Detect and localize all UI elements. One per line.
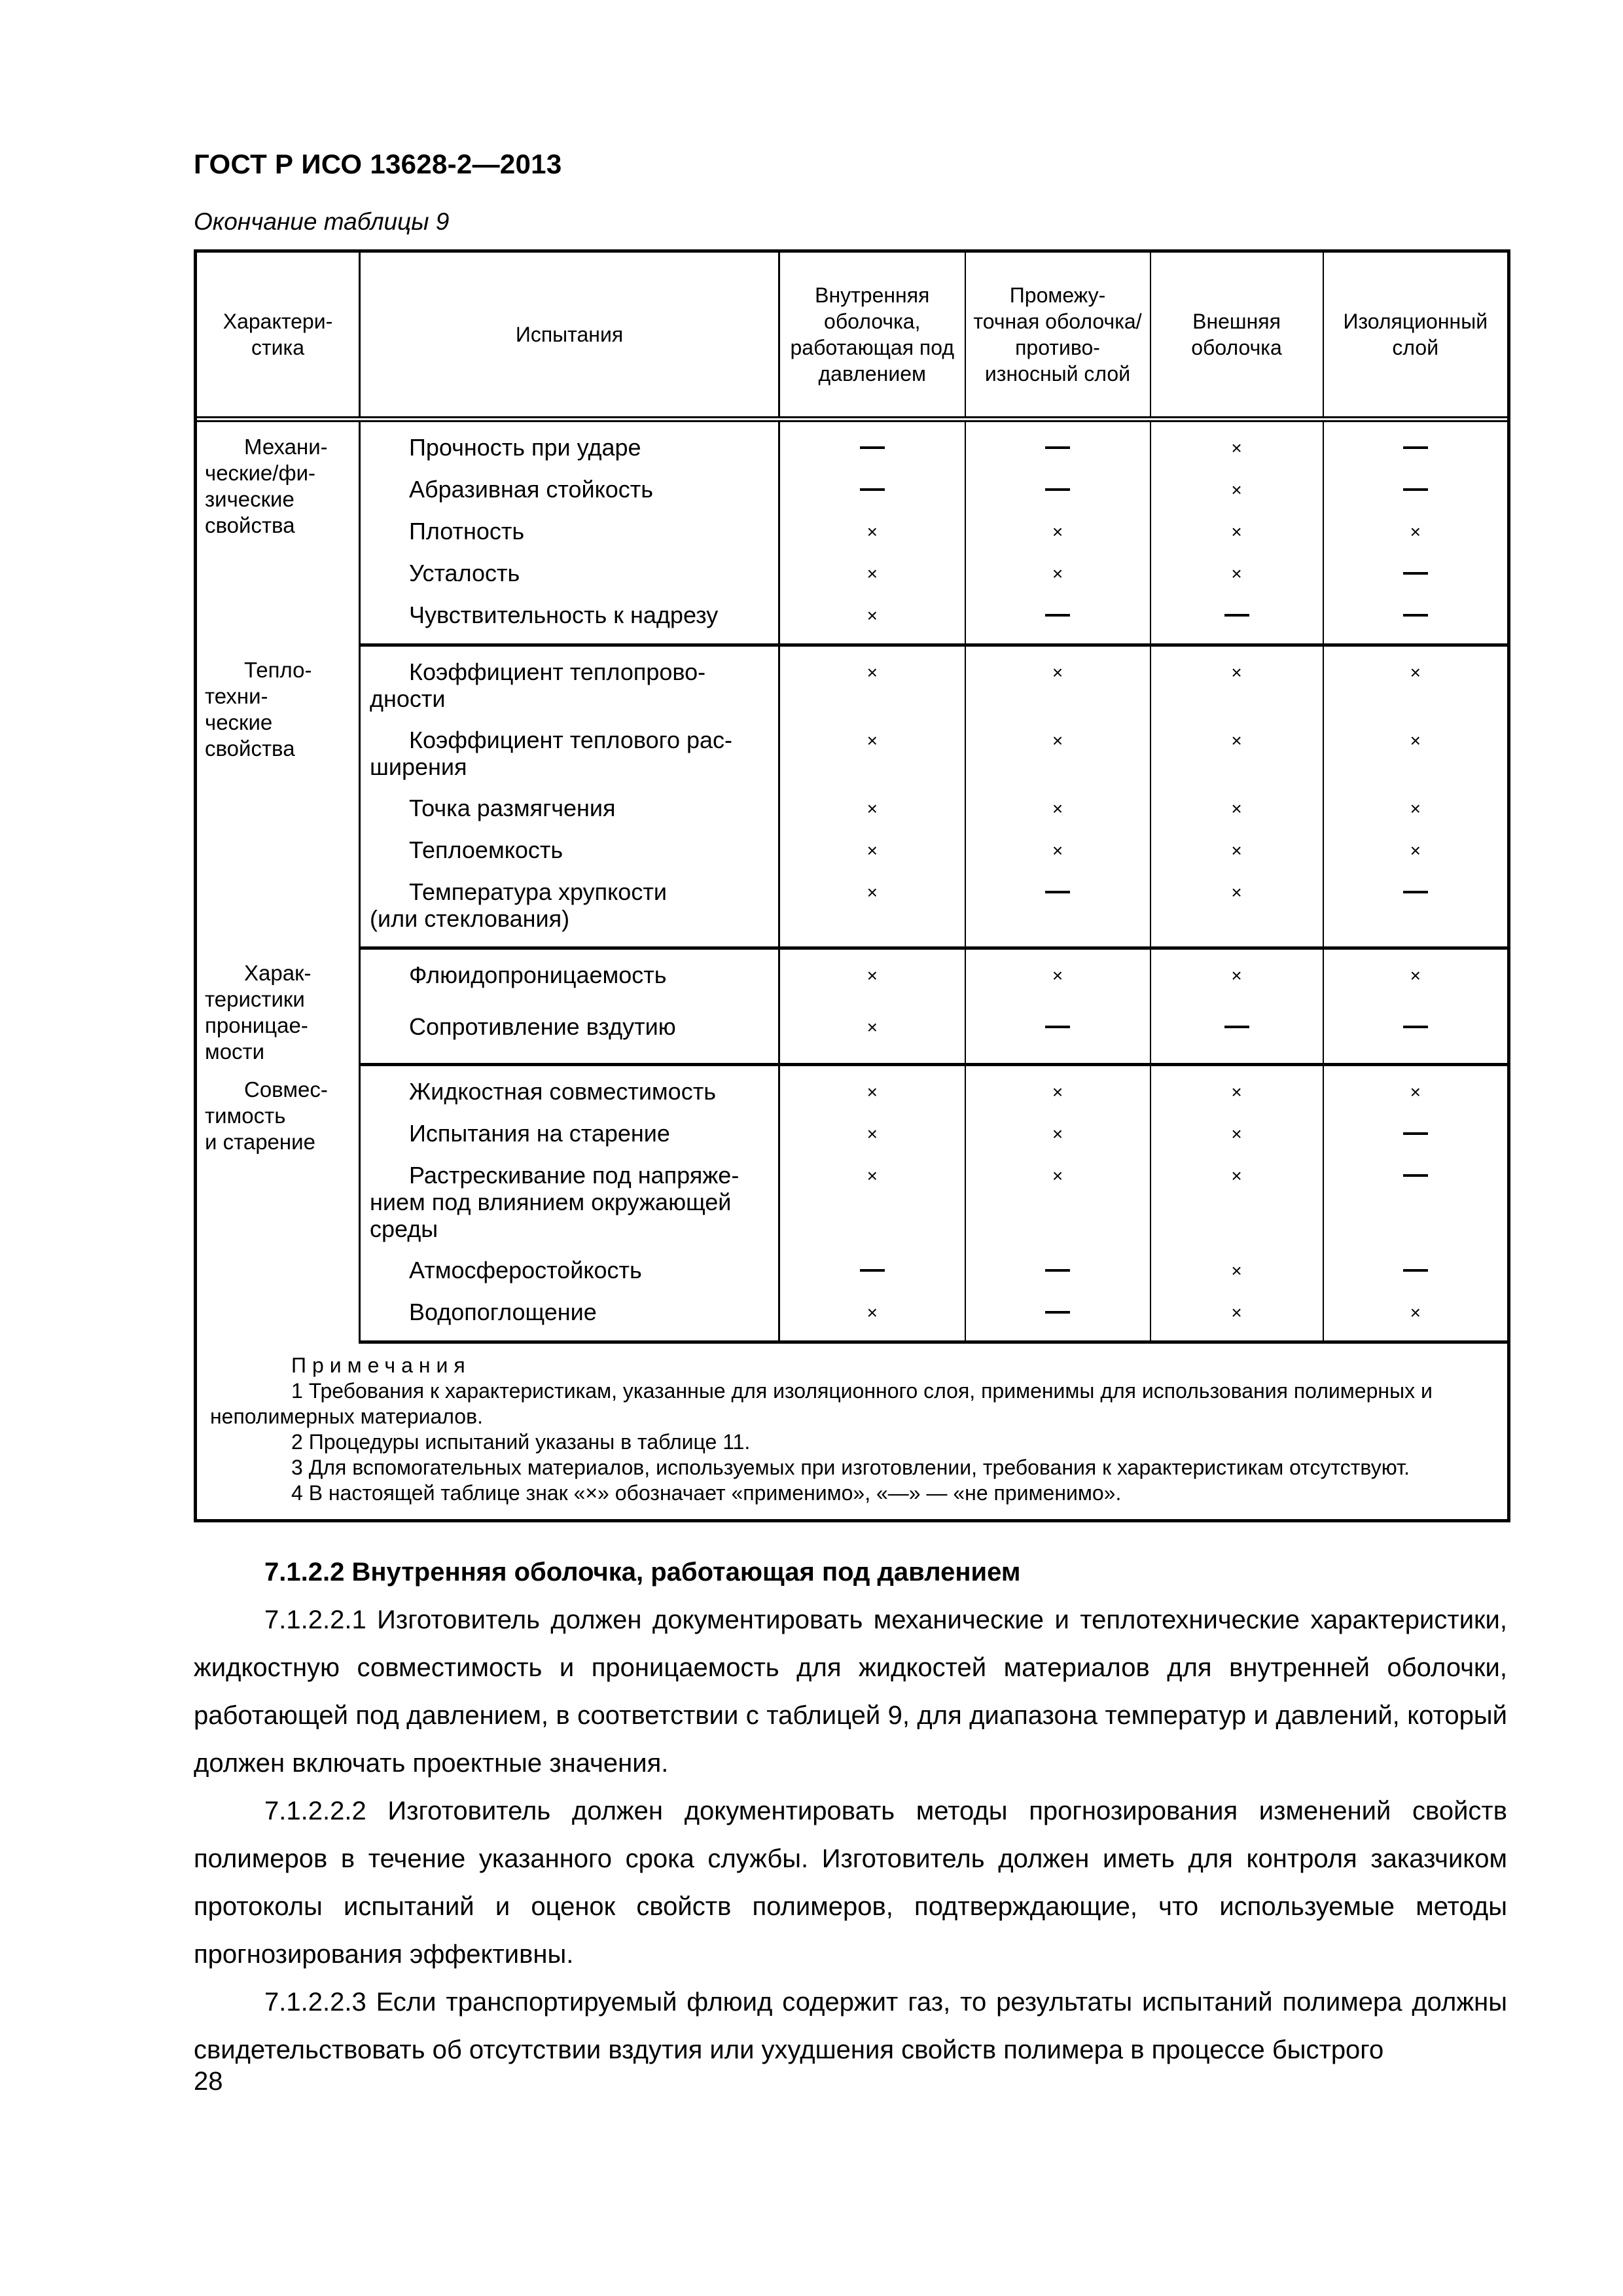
applicability-cell — [1150, 836, 1323, 878]
test-name-cell: Точка размягчения — [360, 795, 779, 836]
applicability-cell — [965, 1013, 1150, 1064]
test-name-cell: Флюидопроницаемость — [360, 948, 779, 1014]
applicability-cell — [965, 726, 1150, 795]
test-name-cell: Теплоемкость — [360, 836, 779, 878]
applicability-cell — [965, 518, 1150, 560]
not-applicable-dash-icon — [1403, 1174, 1428, 1177]
applicability-cell — [779, 560, 965, 601]
table-body — [196, 422, 1509, 1342]
not-applicable-dash-icon — [1403, 572, 1428, 575]
table-row — [196, 476, 1509, 518]
applicability-cell — [965, 1299, 1150, 1342]
characteristic-cell: Совмес- тимость и старение — [196, 1065, 360, 1342]
paragraph: 7.1.2.2.1 Изготовитель должен документировать механические и теплотехнические характеристики, жидкостную совместимость и проницаемость для жидкостей материалов для внутренней оболочки, работающей под давлением, в соответствии с таблицей 9, для диапазона температур и давлений, который должен включать проектные значения. — [194, 1605, 1507, 1778]
applicable-cross-icon: × — [1410, 840, 1421, 861]
applicability-cell — [1323, 948, 1509, 1014]
note-item: 1 Требования к характеристикам, указанные для изоляционного слоя, применимы для использования полимерных и неполимерных материалов. — [210, 1379, 1433, 1428]
applicability-cell — [965, 1162, 1150, 1257]
applicability-cell — [779, 422, 965, 476]
test-name-cell: Водопоглощение — [360, 1299, 779, 1342]
not-applicable-dash-icon — [860, 488, 885, 491]
applicable-cross-icon: × — [866, 662, 878, 683]
not-applicable-dash-icon — [1045, 1026, 1070, 1028]
table-row — [196, 878, 1509, 948]
not-applicable-dash-icon — [1403, 1026, 1428, 1028]
applicable-cross-icon: × — [1052, 564, 1063, 584]
applicable-cross-icon: × — [866, 564, 878, 584]
applicability-cell — [779, 795, 965, 836]
applicable-cross-icon: × — [1052, 522, 1063, 542]
column-header-characteristic: Характери- стика — [196, 251, 360, 418]
applicability-cell — [1323, 518, 1509, 560]
applicability-cell — [779, 878, 965, 948]
not-applicable-dash-icon — [1403, 1132, 1428, 1135]
applicable-cross-icon: × — [1231, 840, 1242, 861]
table-row — [196, 795, 1509, 836]
applicable-cross-icon: × — [1231, 965, 1242, 986]
characteristic-cell: Тепло- техни- ческие свойства — [196, 645, 360, 948]
applicability-cell — [1323, 836, 1509, 878]
characteristic-cell: Харак- теристики проницае- мости — [196, 948, 360, 1065]
applicability-cell — [779, 948, 965, 1014]
applicable-cross-icon: × — [1052, 798, 1063, 819]
test-name-cell: Плотность — [360, 518, 779, 560]
applicable-cross-icon: × — [1231, 1261, 1242, 1281]
test-name-cell: Жидкостная совместимость — [360, 1065, 779, 1121]
test-name-cell: Коэффициент теплового рас- ширения — [360, 726, 779, 795]
applicability-cell — [779, 645, 965, 727]
not-applicable-dash-icon — [860, 1269, 885, 1272]
test-name-cell: Температура хрупкости (или стеклования) — [360, 878, 779, 948]
applicable-cross-icon: × — [1410, 798, 1421, 819]
applicability-cell — [1323, 1120, 1509, 1162]
applicable-cross-icon: × — [1052, 1124, 1063, 1144]
applicability-cell — [779, 836, 965, 878]
applicability-cell — [779, 1162, 965, 1257]
applicability-cell — [779, 518, 965, 560]
applicable-cross-icon: × — [866, 882, 878, 903]
applicable-cross-icon: × — [1231, 1082, 1242, 1102]
requirements-table — [194, 249, 1510, 1522]
applicability-cell — [965, 948, 1150, 1014]
paragraph: 7.1.2.2.3 Если транспортируемый флюид содержит газ, то результаты испытаний полимера должны свидетельствовать об отсутствии вздутия или ухудшения свойств полимера в процессе быстрого — [194, 1988, 1507, 2064]
table-row — [196, 1162, 1509, 1257]
applicable-cross-icon: × — [866, 605, 878, 626]
applicability-cell — [1150, 1120, 1323, 1162]
applicability-cell — [965, 878, 1150, 948]
applicable-cross-icon: × — [1410, 662, 1421, 683]
applicable-cross-icon: × — [1052, 730, 1063, 751]
applicable-cross-icon: × — [866, 1017, 878, 1038]
table-header — [196, 251, 1509, 422]
applicability-cell — [1150, 518, 1323, 560]
applicability-cell — [1323, 476, 1509, 518]
applicable-cross-icon: × — [1410, 522, 1421, 542]
test-name-cell: Атмосферостойкость — [360, 1257, 779, 1299]
applicable-cross-icon: × — [866, 730, 878, 751]
table-row — [196, 1257, 1509, 1299]
test-name-cell: Прочность при ударе — [360, 422, 779, 476]
applicability-cell — [965, 836, 1150, 878]
notes-heading: Примечания — [291, 1354, 471, 1377]
not-applicable-dash-icon — [1045, 1269, 1070, 1272]
not-applicable-dash-icon — [1403, 614, 1428, 617]
applicability-cell — [1150, 726, 1323, 795]
applicable-cross-icon: × — [866, 798, 878, 819]
applicability-cell — [779, 726, 965, 795]
applicability-cell — [965, 422, 1150, 476]
test-name-cell: Абразивная стойкость — [360, 476, 779, 518]
applicable-cross-icon: × — [1231, 564, 1242, 584]
table-row — [196, 1299, 1509, 1342]
applicability-cell — [1323, 645, 1509, 727]
applicability-cell — [965, 560, 1150, 601]
test-name-cell: Растрескивание под напряже- нием под влиянием окружающей среды — [360, 1162, 779, 1257]
not-applicable-dash-icon — [1045, 891, 1070, 893]
applicable-cross-icon: × — [866, 1302, 878, 1323]
characteristic-cell: Механи- ческие/фи- зические свойства — [196, 422, 360, 645]
applicable-cross-icon: × — [866, 1166, 878, 1186]
column-header-insulation-layer: Изоляционный слой — [1323, 251, 1509, 418]
not-applicable-dash-icon — [1045, 614, 1070, 617]
applicability-cell — [1150, 1257, 1323, 1299]
applicability-cell — [965, 601, 1150, 645]
applicability-cell — [1150, 1013, 1323, 1064]
applicable-cross-icon: × — [1410, 1302, 1421, 1323]
applicable-cross-icon: × — [1052, 965, 1063, 986]
table-row — [196, 645, 1509, 727]
applicability-cell — [1150, 560, 1323, 601]
applicability-cell — [779, 601, 965, 645]
not-applicable-dash-icon — [1045, 1311, 1070, 1314]
applicability-cell — [1150, 601, 1323, 645]
table-row — [196, 726, 1509, 795]
column-header-intermediate-sheath: Промежу- точная оболочка/ противо- износный слой — [965, 251, 1150, 418]
applicability-cell — [965, 1120, 1150, 1162]
applicability-cell — [779, 476, 965, 518]
table-row — [196, 422, 1509, 476]
applicability-cell — [1150, 422, 1323, 476]
column-header-inner-sheath: Внутренняя оболочка, работающая под давлением — [779, 251, 965, 418]
applicability-cell — [779, 1065, 965, 1121]
applicable-cross-icon: × — [866, 840, 878, 861]
applicability-cell — [1323, 1162, 1509, 1257]
applicability-cell — [1150, 1065, 1323, 1121]
applicable-cross-icon: × — [1231, 522, 1242, 542]
applicability-cell — [1150, 1162, 1323, 1257]
applicable-cross-icon: × — [1052, 662, 1063, 683]
applicability-cell — [965, 795, 1150, 836]
applicable-cross-icon: × — [1410, 965, 1421, 986]
not-applicable-dash-icon — [860, 446, 885, 449]
note-item: 2 Процедуры испытаний указаны в таблице 11. — [291, 1430, 751, 1454]
test-name-cell: Испытания на старение — [360, 1120, 779, 1162]
applicable-cross-icon: × — [1231, 480, 1242, 500]
not-applicable-dash-icon — [1403, 488, 1428, 491]
section-heading: 7.1.2.2 Внутренняя оболочка, работающая под давлением — [264, 1558, 1021, 1587]
applicability-cell — [965, 476, 1150, 518]
applicable-cross-icon: × — [1231, 1166, 1242, 1186]
not-applicable-dash-icon — [1045, 488, 1070, 491]
not-applicable-dash-icon — [1403, 891, 1428, 893]
applicability-cell — [1323, 1299, 1509, 1342]
page-number: 28 — [194, 2067, 223, 2096]
not-applicable-dash-icon — [1045, 446, 1070, 449]
applicable-cross-icon: × — [1231, 798, 1242, 819]
table-row — [196, 1013, 1509, 1064]
applicable-cross-icon: × — [1231, 1302, 1242, 1323]
applicable-cross-icon: × — [1410, 1082, 1421, 1102]
section-body — [194, 1549, 1507, 2074]
applicability-cell — [1150, 878, 1323, 948]
applicability-cell — [1323, 878, 1509, 948]
table-row — [196, 518, 1509, 560]
applicable-cross-icon: × — [1231, 882, 1242, 903]
test-name-cell: Сопротивление вздутию — [360, 1013, 779, 1064]
applicable-cross-icon: × — [1231, 662, 1242, 683]
not-applicable-dash-icon — [1224, 1026, 1249, 1028]
applicable-cross-icon: × — [1052, 1166, 1063, 1186]
table-notes — [196, 1342, 1509, 1521]
table-row — [196, 836, 1509, 878]
applicable-cross-icon: × — [866, 1124, 878, 1144]
test-name-cell: Усталость — [360, 560, 779, 601]
applicability-cell — [1150, 1299, 1323, 1342]
applicability-cell — [1323, 795, 1509, 836]
applicable-cross-icon: × — [866, 522, 878, 542]
applicability-cell — [779, 1120, 965, 1162]
table-row — [196, 1065, 1509, 1121]
applicability-cell — [1150, 795, 1323, 836]
applicability-cell — [965, 1065, 1150, 1121]
applicability-cell — [1323, 1065, 1509, 1121]
applicability-cell — [1323, 601, 1509, 645]
applicability-cell — [1150, 476, 1323, 518]
applicability-cell — [1323, 726, 1509, 795]
test-name-cell: Коэффициент теплопрово- дности — [360, 645, 779, 727]
applicable-cross-icon: × — [1231, 1124, 1242, 1144]
column-header-tests: Испытания — [360, 251, 779, 418]
table-caption: Окончание таблицы 9 — [194, 208, 450, 235]
applicability-cell — [1323, 422, 1509, 476]
applicability-cell — [1323, 1257, 1509, 1299]
paragraph: 7.1.2.2.2 Изготовитель должен документировать методы прогнозирования изменений свойств полимеров в течение указанного срока службы. Изготовитель должен иметь для контроля заказчиком протоколы испытаний и оценок свойств полимеров, подтверждающие, что используемые методы прогнозирования эффективны. — [194, 1797, 1507, 1969]
applicability-cell — [965, 645, 1150, 727]
table-row — [196, 601, 1509, 645]
applicable-cross-icon: × — [1410, 730, 1421, 751]
applicability-cell — [779, 1299, 965, 1342]
applicable-cross-icon: × — [866, 965, 878, 986]
note-item: 3 Для вспомогательных материалов, используемых при изготовлении, требования к характеристикам отсутствуют. — [291, 1456, 1410, 1479]
test-name-cell: Чувствительность к надрезу — [360, 601, 779, 645]
not-applicable-dash-icon — [1403, 446, 1428, 449]
applicable-cross-icon: × — [1052, 840, 1063, 861]
table-row — [196, 948, 1509, 1014]
applicability-cell — [1323, 560, 1509, 601]
applicability-cell — [1323, 1013, 1509, 1064]
not-applicable-dash-icon — [1403, 1269, 1428, 1272]
table-row — [196, 1120, 1509, 1162]
applicable-cross-icon: × — [1231, 438, 1242, 458]
applicable-cross-icon: × — [866, 1082, 878, 1102]
applicability-cell — [1150, 948, 1323, 1014]
column-header-outer-sheath: Внешняя оболочка — [1150, 251, 1323, 418]
note-item: 4 В настоящей таблице знак «×» обозначает «применимо», «—» — «не применимо». — [291, 1481, 1122, 1505]
applicability-cell — [1150, 645, 1323, 727]
table-row — [196, 560, 1509, 601]
applicability-cell — [779, 1257, 965, 1299]
document-title: ГОСТ Р ИСО 13628-2—2013 — [194, 149, 562, 179]
applicable-cross-icon: × — [1231, 730, 1242, 751]
applicability-cell — [965, 1257, 1150, 1299]
applicability-cell — [779, 1013, 965, 1064]
applicable-cross-icon: × — [1052, 1082, 1063, 1102]
not-applicable-dash-icon — [1224, 614, 1249, 617]
